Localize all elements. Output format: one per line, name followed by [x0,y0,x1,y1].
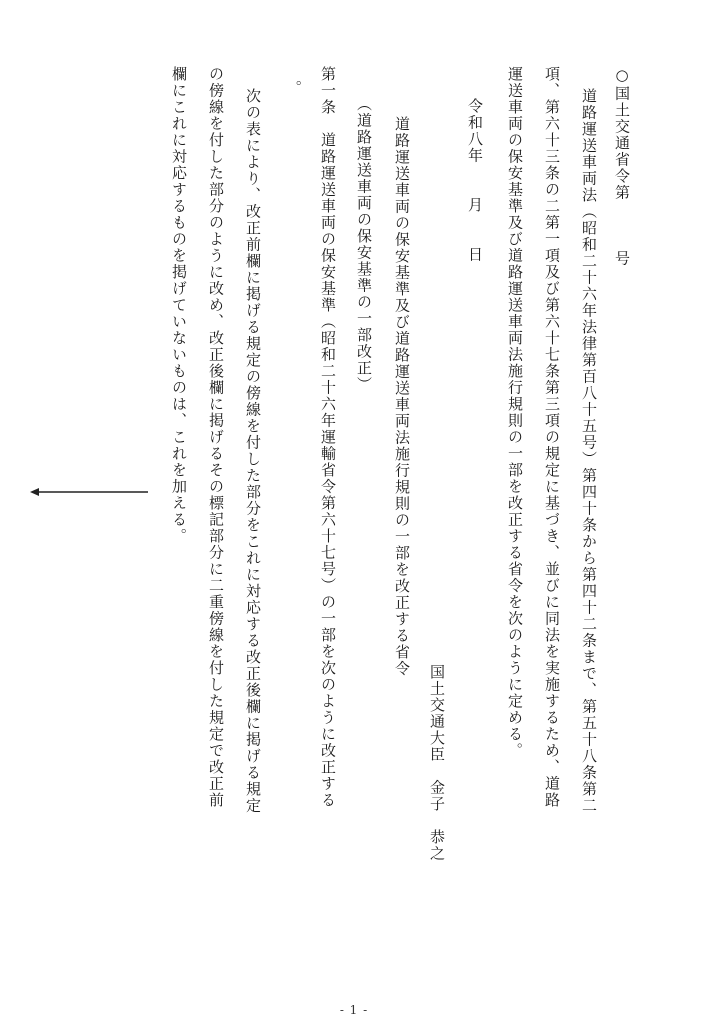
ordinance-title: ○国土交通省令第 号 [613,66,631,267]
preamble-line-2: 項、第六十三条の二第一項及び第六十七条第三項の規定に基づき、並びに同法を実施するため、道路 [543,66,561,809]
article-1: 第一条 道路運送車両の保安基準（昭和二十六年運輸省令第六十七号）の一部を次のように改正する [319,66,337,809]
body-line-3: 欄にこれに対応するものを掲げていないものは、これを加える。 [170,66,188,545]
section-heading: （道路運送車両の保安基準の一部改正） [355,96,373,393]
article-1-end-mark: 。 [285,80,303,97]
body-line-1: 次の表により、改正前欄に掲げる規定の傍線を付した部分をこれに対応する改正後欄に掲げる規定 [244,88,262,814]
minister-signature: 国土交通大臣 金子 恭之 [428,664,446,862]
ordinance-name: 道路運送車両の保安基準及び道路運送車両法施行規則の一部を改正する省令 [393,116,411,677]
body-line-2: の傍線を付した部分のように改め、改正後欄に掲げるその標記部分に二重傍線を付した規定で改正前 [207,66,225,809]
preamble-line-1: 道路運送車両法（昭和二十六年法律第百八十五号）第四十条から第四十二条まで、第五十八条第二 [580,88,598,814]
page-number: - 1 - [339,1003,369,1017]
left-arrow-icon [30,486,148,498]
preamble-line-3: 運送車両の保安基準及び道路運送車両法施行規則の一部を改正する省令を次のように定める。 [506,66,524,759]
enactment-date: 令和八年 月 日 [466,98,484,263]
